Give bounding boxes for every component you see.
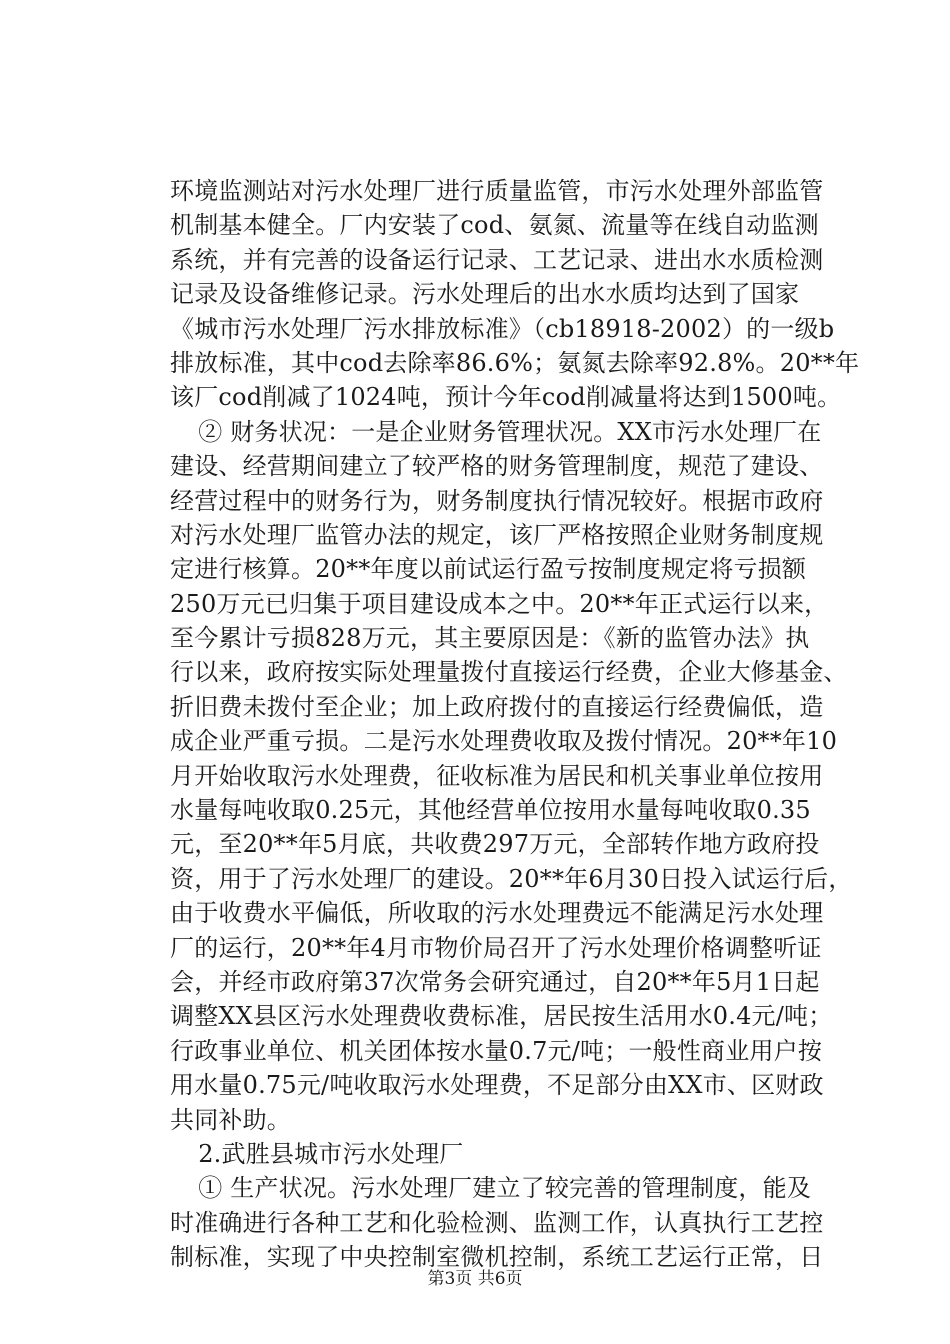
text-line: 共同补助。 — [170, 1105, 291, 1134]
text-line: 建设、经营期间建立了较严格的财务管理制度，规范了建设、 — [170, 452, 824, 481]
text-line: 制标准，实现了中央控制室微机控制，系统工艺运行正常，日 — [170, 1243, 824, 1272]
text-line: 对污水处理厂监管办法的规定，该厂严格按照企业财务制度规 — [170, 520, 824, 549]
text-line: 时准确进行各种工艺和化验检测、监测工作，认真执行工艺控 — [170, 1208, 824, 1237]
text-line: 250万元已归集于项目建设成本之中。20**年正式运行以来， — [170, 589, 829, 618]
text-line: 资，用于了污水处理厂的建设。20**年6月30日投入试运行后， — [170, 864, 853, 893]
text-line: 系统，并有完善的设备运行记录、工艺记录、进出水水质检测 — [170, 245, 824, 274]
text-line: 排放标准，其中cod去除率86.6%；氨氮去除率92.8%。20**年 — [170, 348, 860, 377]
text-line: 记录及设备维修记录。污水处理后的出水水质均达到了国家 — [170, 280, 800, 309]
page-number-footer: 第3页 共6页 — [427, 1269, 523, 1289]
text-line: 成企业严重亏损。二是污水处理费收取及拨付情况。20**年10 — [170, 727, 838, 756]
text-line: 行以来，政府按实际处理量拨付直接运行经费，企业大修基金、 — [170, 658, 848, 687]
text-line: 会，并经市政府第37次常务会研究通过，自20**年5月1日起 — [170, 967, 820, 996]
section-heading-wusheng: 2.武胜县城市污水处理厂 — [174, 1139, 464, 1168]
paragraph-start-production: ① 生产状况。污水处理厂建立了较完善的管理制度，能及 — [174, 1174, 812, 1203]
document-body — [170, 174, 860, 1275]
text-line: 水量每吨收取0.25元，其他经营单位按用水量每吨收取0.35 — [170, 796, 811, 825]
text-line: 用水量0.75元/吨收取污水处理费，不足部分由XX市、区财政 — [170, 1071, 824, 1100]
text-line: 环境监测站对污水处理厂进行质量监管，市污水处理外部监管 — [170, 177, 824, 205]
text-line: 经营过程中的财务行为，财务制度执行情况较好。根据市政府 — [170, 486, 824, 515]
text-line: 机制基本健全。厂内安装了cod、氨氮、流量等在线自动监测 — [170, 211, 819, 240]
text-line: 行政事业单位、机关团体按水量0.7元/吨；一般性商业用户按 — [170, 1036, 823, 1065]
paragraph-start-finance: ② 财务状况：一是企业财务管理状况。XX市污水处理厂在 — [174, 417, 822, 446]
text-line: 折旧费未拨付至企业；加上政府拨付的直接运行经费偏低，造 — [170, 692, 824, 721]
text-line: 《城市污水处理厂污水排放标准》（cb18918-2002）的一级b — [170, 314, 835, 343]
text-line: 厂的运行，20**年4月市物价局召开了污水处理价格调整听证 — [170, 933, 822, 962]
text-line: 由于收费水平偏低，所收取的污水处理费远不能满足污水处理 — [170, 899, 824, 928]
text-line: 调整XX县区污水处理费收费标准，居民按生活用水0.4元/吨； — [170, 1002, 833, 1031]
text-line: 定进行核算。20**年度以前试运行盈亏按制度规定将亏损额 — [170, 555, 807, 584]
text-line: 至今累计亏损828万元，其主要原因是：《新的监管办法》执 — [170, 624, 810, 653]
text-line: 元，至20**年5月底，共收费297万元，全部转作地方政府投 — [170, 830, 820, 859]
text-line: 月开始收取污水处理费，征收标准为居民和机关事业单位按用 — [170, 761, 824, 790]
text-line: 该厂cod削减了1024吨，预计今年cod削减量将达到1500吨。 — [170, 383, 842, 412]
